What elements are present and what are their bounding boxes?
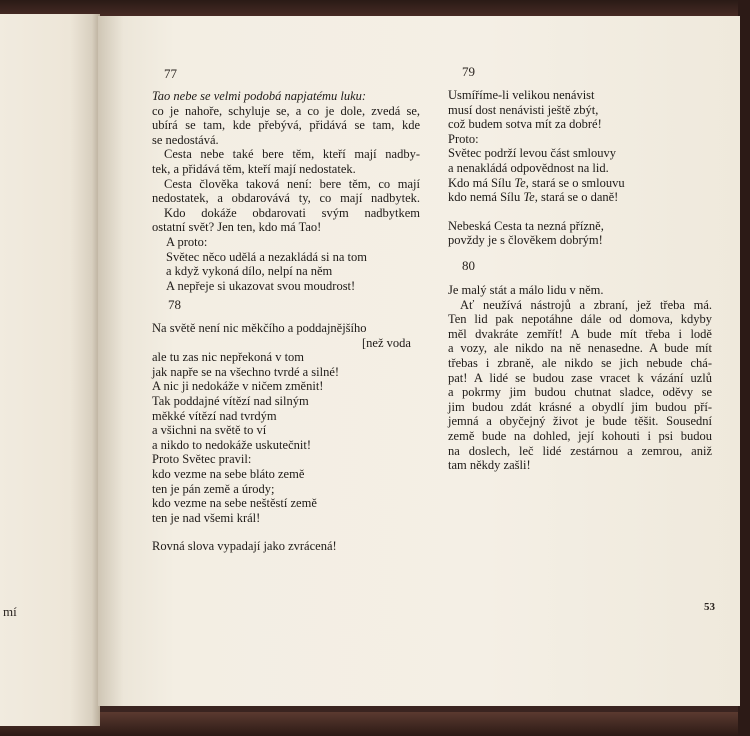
left-page-strip [0, 14, 100, 726]
section-77 [152, 89, 420, 293]
line: Cesta člověka taková není: bere těm, co mají [164, 176, 420, 191]
line: musí dost nenávisti ještě zbýt, [448, 102, 599, 117]
line: Tao nebe se velmi podobá napjatému luku: [152, 89, 367, 103]
line: kdo vezme na sebe bláto země [152, 466, 305, 481]
line: Tak poddajné vítězí nad silným [152, 393, 309, 408]
line: jemná a obyčejný život je bude těšit. Sousední [448, 414, 712, 429]
line: nedostatek, a obdarovává ty, co mají nadbytek. [152, 191, 420, 206]
line: třebas i zbraně, ale nikdo se jich nebude chá- [448, 355, 712, 370]
section-78-number: 78 [168, 297, 181, 312]
line: Ať neužívá nástrojů a zbraní, jež třeba má. [460, 297, 712, 312]
line: [než voda [362, 335, 411, 350]
line: ten je pán země a úrody; [152, 481, 275, 496]
line: Proto: [448, 131, 479, 146]
line: Proto Světec pravil: [152, 452, 252, 467]
line: Usmíříme-li velikou nenávist [448, 88, 595, 102]
book-bottom-edge [0, 712, 750, 736]
section-79 [448, 88, 712, 248]
line: A nic ji nedokáže v ničem změnit! [152, 379, 324, 394]
line: Světec něco udělá a nezakládá si na tom [166, 249, 367, 264]
line: tek, a přidává těm, kteří mají nedostatek. [152, 161, 356, 176]
line: A nepřeje si ukazovat svou moudrost! [166, 278, 356, 293]
line: se nedostává. [152, 132, 219, 147]
section-80 [448, 283, 712, 473]
line: Rovná slova vypadají jako zvrácená! [152, 539, 337, 554]
line: Je malý stát a málo lidu v něm. [448, 283, 604, 297]
line: pat! A lidé se budou zase vracet k vázání uzlů [448, 370, 712, 385]
line: ubírá se tam, kde přebývá, přidává se tam, kde [152, 118, 420, 133]
line: jim budou zdát krásné a obydlí jim budou pří- [448, 399, 712, 414]
left-page-fragment: mí [3, 604, 17, 619]
line: Nebeská Cesta ta nezná přízně, [448, 218, 604, 233]
line: kdo nemá Sílu Te, stará se o daně! [448, 190, 619, 205]
line: země bude na dohled, její kohouti i psi budou [448, 428, 712, 443]
line: co je nahoře, schyluje se, a co je dole, zvedá se, [152, 103, 420, 118]
line: a pokrmy jim budou chutnat sladce, oděvy se [448, 385, 712, 400]
line: tam někdy zašli! [448, 458, 531, 473]
line: ten je nad všemi král! [152, 510, 261, 525]
line: povždy je s člověkem dobrým! [448, 233, 603, 248]
line: a nikdo to nedokáže uskutečnit! [152, 437, 311, 452]
line: Cesta nebe také bere těm, kteří mají nadby- [164, 147, 420, 162]
line: měkké vítězí nad tvrdým [152, 408, 277, 423]
page-number: 53 [704, 601, 715, 613]
line: Kdo dokáže obdarovati svým nadbytkem [164, 205, 420, 220]
line: a když vykoná dílo, nelpí na něm [166, 264, 333, 279]
line: Ten lid pak nepotáhne dále od domova, kdyby [448, 312, 712, 327]
line: A proto: [166, 234, 208, 249]
line: a všichni na světě to ví [152, 423, 267, 438]
line: jak napře se na všechno tvrdé a silné! [152, 364, 340, 379]
line: Kdo má Sílu Te, stará se o smlouvu [448, 175, 625, 190]
section-79-number: 79 [462, 64, 475, 79]
section-78 [152, 321, 420, 554]
line: Světec podrží levou část smlouvy [448, 146, 617, 161]
line: a vozy, ale nikdo na ně nenasedne. A bude mít [448, 341, 712, 356]
line: a nenakládá odpovědnost na lid. [448, 160, 609, 175]
line: na doslech, leč lidé zestárnou a zemrou, aniž [448, 443, 712, 458]
section-80-number: 80 [462, 258, 475, 273]
line: kdo vezme na sebe neštěstí země [152, 496, 317, 511]
section-77-number: 77 [164, 66, 177, 81]
line: Na světě není nic měkčího a poddajnějšího [152, 321, 367, 335]
line: což budem sotva mít za dobré! [448, 117, 602, 132]
line: ale tu zas nic nepřekoná v tom [152, 350, 305, 365]
line: ostatní svět? Jen ten, kdo má Tao! [152, 220, 322, 235]
line: měl dvakráte zemřít! A bude mít třeba i lodě [448, 326, 712, 341]
